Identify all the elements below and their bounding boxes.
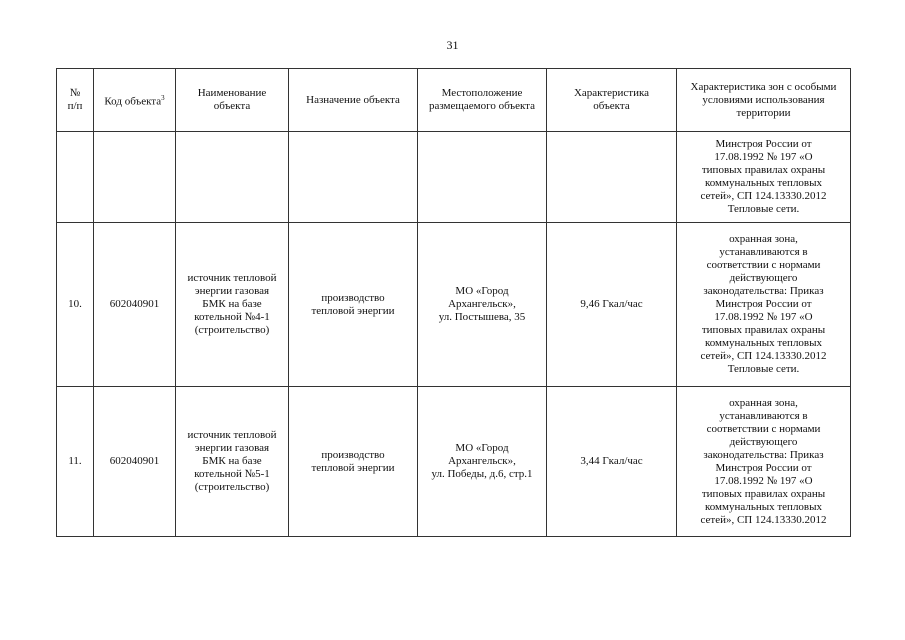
- header-purpose: Назначение объекта: [289, 69, 418, 132]
- cell-code: 602040901: [94, 387, 176, 537]
- cell-characteristics: 3,44 Гкал/час: [547, 387, 677, 537]
- cell-location: МО «Город Архангельск», ул. Победы, д.6, стр.1: [418, 387, 547, 537]
- page-number: 31: [446, 38, 459, 52]
- cell-purpose: производство тепловой энергии: [289, 223, 418, 387]
- objects-table: [56, 68, 851, 537]
- table-row: [57, 132, 851, 223]
- table-row: [57, 387, 851, 537]
- cell-num: 11.: [57, 387, 94, 537]
- footnote-marker: 3: [161, 93, 165, 102]
- header-location: Местоположение размещаемого объекта: [418, 69, 547, 132]
- cell-zones: Минстроя России от 17.08.1992 № 197 «О типовых правилах охраны коммунальных тепловых сетей», СП 124.13330.2012 Тепловые сети.: [677, 132, 851, 223]
- cell-purpose: производство тепловой энергии: [289, 387, 418, 537]
- table-header-row: [57, 69, 851, 132]
- header-characteristics: Характеристика объекта: [547, 69, 677, 132]
- header-name: Наименование объекта: [176, 69, 289, 132]
- cell-num: [57, 132, 94, 223]
- cell-code: [94, 132, 176, 223]
- cell-location: МО «Город Архангельск», ул. Постышева, 35: [418, 223, 547, 387]
- cell-zones: охранная зона, устанавливаются в соответствии с нормами действующего законодательства: Приказ Минстроя России от 17.08.1992 № 197 «О типовых правилах охраны коммунальных тепловых сетей», СП 124.13330.2012: [677, 387, 851, 537]
- header-zones: Характеристика зон с особыми условиями использования территории: [677, 69, 851, 132]
- cell-name: источник тепловой энергии газовая БМК на базе котельной №5-1 (строительство): [176, 387, 289, 537]
- cell-code: 602040901: [94, 223, 176, 387]
- cell-zones: охранная зона, устанавливаются в соответствии с нормами действующего законодательства: Приказ Минстроя России от 17.08.1992 № 197 «О типовых правилах охраны коммунальных тепловых сетей», СП 124.13330.2012 Тепловые сети.: [677, 223, 851, 387]
- cell-name: [176, 132, 289, 223]
- cell-purpose: [289, 132, 418, 223]
- cell-num: 10.: [57, 223, 94, 387]
- cell-characteristics: [547, 132, 677, 223]
- cell-characteristics: 9,46 Гкал/час: [547, 223, 677, 387]
- cell-location: [418, 132, 547, 223]
- table-row: [57, 223, 851, 387]
- header-code: Код объекта$^3$: [94, 69, 176, 132]
- cell-name: источник тепловой энергии газовая БМК на базе котельной №4-1 (строительство): [176, 223, 289, 387]
- header-num: № п/п: [57, 69, 94, 132]
